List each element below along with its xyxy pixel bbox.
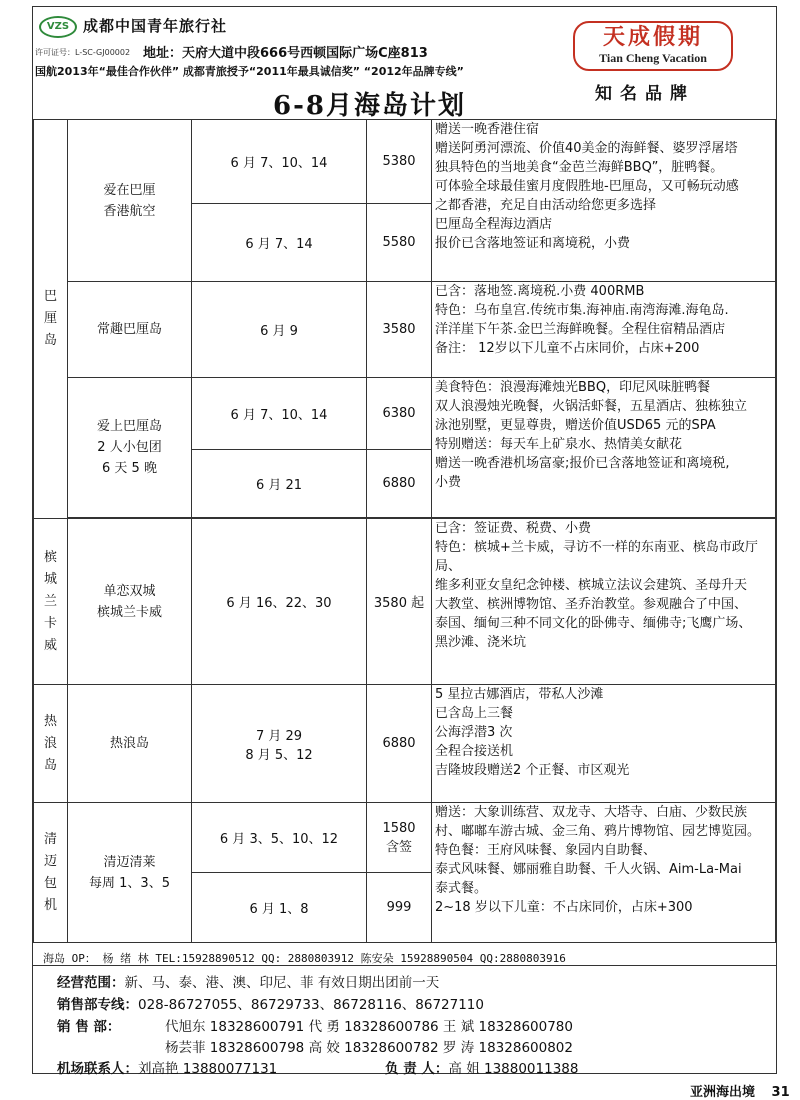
price: 999 <box>367 873 432 943</box>
product-description: 已含：落地签.离境税.小费 400RMB 特色：乌布皇宫.传统市集.海神庙.南湾海滩.海龟岛. 洋洋崖下午茶.金巴兰海鲜晚餐。全程住宿精品酒店 备注： 12岁以下儿童不占床同价，占床+200 <box>432 282 776 378</box>
price: 3580 起 <box>367 519 432 685</box>
brand-name-en: Tian Cheng Vacation <box>599 51 707 65</box>
section-name: 亚洲海出境 <box>690 1085 756 1100</box>
sales-hotline: 销售部专线：028-86727055、86729733、86728116、86727110 <box>57 997 484 1013</box>
region-cell <box>34 685 68 803</box>
region-name: 槟 城 兰 卡 威 <box>43 549 57 653</box>
product-description: 赠送：大象训练营、双龙寺、大塔寺、白庙、少数民族 村、嘟嘟车游古城、金三角、鸦片博物馆、园艺博览园。 特色餐：王府风味餐、象园内自助餐、 泰式风味餐、娜丽雅自助餐、千人火锅、Aim-La-Mai 泰式餐。 2~18 岁以下儿童：不占床同价，占床+300 <box>432 803 776 943</box>
departure-dates: 6 月 3、5、10、12 <box>192 803 367 873</box>
departure-dates: 6 月 16、22、30 <box>192 519 367 685</box>
product-name: 热浪岛 <box>68 685 192 803</box>
product-description: 5 星拉古娜酒店，带私人沙滩 已含岛上三餐 公海浮潜3 次 全程合接送机 吉隆坡段赠送2 个正餐、市区观光 <box>432 685 776 803</box>
price: 5380 <box>367 120 432 204</box>
license-number: 许可证号：L-SC-GJ00002 <box>35 48 131 57</box>
price: 3580 <box>367 282 432 378</box>
price: 6880 <box>367 450 432 518</box>
departure-dates: 6 月 7、10、14 <box>192 120 367 204</box>
departure-dates: 6 月 7、14 <box>192 204 367 282</box>
table-row <box>34 120 776 204</box>
region-cell <box>34 120 68 519</box>
table-row <box>34 519 776 685</box>
page-footer <box>690 1081 790 1100</box>
departure-dates: 6 月 7、10、14 <box>192 378 367 450</box>
product-name: 常趣巴厘岛 <box>68 282 192 378</box>
awards-line: 国航2013年“最佳合作伙伴” 成都青旅授予“2011年最具诚信奖” “2012年品牌专线” <box>35 65 464 78</box>
page-title: 6-8月海岛计划 <box>273 91 466 121</box>
price: 6880 <box>367 685 432 803</box>
region-name: 巴 厘 岛 <box>43 289 57 348</box>
departure-dates: 7 月 29 8 月 5、12 <box>192 685 367 803</box>
airport-contact: 机场联系人：刘高艳 13880077131 <box>57 1061 278 1077</box>
region-name: 清 迈 包 机 <box>43 831 57 913</box>
company-name: 成都中国青年旅行社 <box>83 17 228 35</box>
brand-logo <box>573 21 733 71</box>
region-name: 热 浪 岛 <box>43 713 57 773</box>
agency-logo: VZS <box>39 16 77 38</box>
price: 1580 含签 <box>367 803 432 873</box>
price: 5580 <box>367 204 432 282</box>
product-name: 清迈清莱 每周 1、3、5 <box>68 803 192 943</box>
divider <box>33 965 776 966</box>
address: 地址：天府大道中段666号西顿国际广场C座813 <box>143 46 428 61</box>
page-frame <box>32 6 777 1077</box>
brand-tagline: 知名品牌 <box>595 84 695 104</box>
region-cell <box>34 519 68 685</box>
table-row <box>34 685 776 803</box>
manager-contact: 负 责 人：高 姐 13880011388 <box>385 1061 579 1077</box>
sales-team: 销 售 部： 代旭东 18328600791 代 勇 18328600786 王 斌 18328600780 <box>57 1019 573 1035</box>
product-name: 爱上巴厘岛 2 人小包团 6 天 5 晚 <box>68 378 192 518</box>
price: 6380 <box>367 378 432 450</box>
brand-name-cn: 天成假期 <box>602 25 703 50</box>
product-name: 爱在巴厘 香港航空 <box>68 120 192 282</box>
departure-dates: 6 月 9 <box>192 282 367 378</box>
region-cell <box>34 803 68 943</box>
sales-team-row2: 杨芸菲 18328600798 高 姣 18328600782 罗 涛 18328600802 <box>165 1040 573 1056</box>
island-ops-contacts: 海岛 OP： 杨 绪 林 TEL:15928890512 QQ: 2880803912 陈安朵 15928890504 QQ:2880803916 <box>43 952 566 965</box>
header <box>33 7 778 122</box>
departure-dates: 6 月 1、8 <box>192 873 367 943</box>
departure-dates: 6 月 21 <box>192 450 367 518</box>
business-scope: 经营范围：新、马、泰、港、澳、印尼、菲 有效日期出团前一天 <box>57 975 440 991</box>
product-name: 单恋双城 槟城兰卡威 <box>68 519 192 685</box>
table-row <box>34 378 776 450</box>
product-description: 赠送一晚香港住宿 赠送阿勇河漂流、价值40美金的海鲜餐、婆罗浮屠塔 独具特色的当地美食“金芭兰海鲜BBQ”，脏鸭餐。 可体验全球最佳蜜月度假胜地-巴厘岛，又可畅玩动感 之都香港，充足自由活动给您更多选择 巴厘岛全程海边酒店 报价已含落地签证和离境税，小费 <box>432 120 776 282</box>
table-row <box>34 282 776 378</box>
itinerary-table <box>33 119 776 943</box>
product-description: 已含：签证费、税费、小费 特色：槟城+兰卡威，寻访不一样的东南亚、槟岛市政厅 局、 维多利亚女皇纪念钟楼、槟城立法议会建筑、圣母升天 大教堂、槟洲博物馆、圣乔治教堂。参观融合了中国、 泰国、缅甸三种不同文化的卧佛寺、缅佛寺;飞鹰广场、 黑沙滩、浇米坑 <box>432 519 776 685</box>
table-row <box>34 803 776 873</box>
page-number: 31 <box>771 1085 790 1100</box>
product-description: 美食特色：浪漫海滩烛光BBQ，印尼风味脏鸭餐 双人浪漫烛光晚餐，火锅活虾餐，五星酒店、独栋独立 泳池别墅，更显尊贵，赠送价值USD65 元的SPA 特别赠送：每天车上矿泉水、热情美女献花 赠送一晚香港机场富豪;报价已含落地签证和离境税, 小费 <box>432 378 776 518</box>
